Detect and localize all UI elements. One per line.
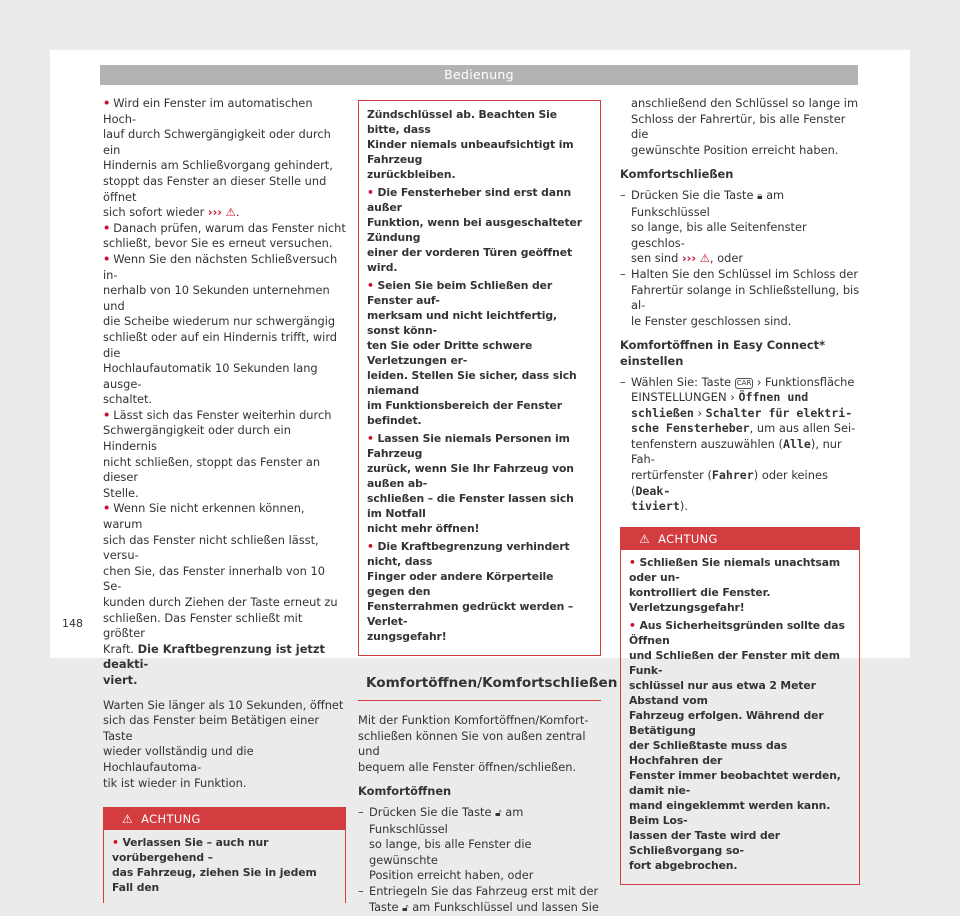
bullet-icon: • [629, 555, 636, 569]
list-item: • Lässt sich das Fenster weiterhin durch Schwergängigkeit oder durch ein Hindernis nicht schließen, stoppt das Fenster an dieser Stelle. [103, 407, 332, 500]
subheading: Komfortöffnen in Easy Connect* einstellen [620, 338, 826, 368]
page-number: 148 [62, 617, 83, 630]
column-3 [620, 96, 860, 885]
bullet-icon: • [367, 540, 374, 553]
subheading: Komfortschließen [620, 167, 734, 182]
lock-icon: 🔓︎ [495, 807, 502, 819]
bullet-icon: • [103, 407, 111, 422]
list-item: • Aus Sicherheitsgründen sollte das Öffnen und Schließen der Fenster mit dem Funk- schlüssel nur aus etwa 2 Meter Abstand vom Fahrzeug erfolgen. Während der Betätigung der Schließtaste muss das Hochfahren der Fenster immer beobachtet werden, damit nie- mand eingeklemmt werden kann. Beim Los- lassen der Taste wird der Schließvorgang so- fort abgebrochen. [629, 618, 845, 872]
paragraph: Mit der Funktion Komfortöffnen/Komfort- schließen können Sie von außen zentral und bequem alle Fenster öffnen/schließen. [358, 713, 589, 774]
list-item: – Entriegeln Sie das Fahrzeug erst mit der Taste 🔓︎ am Funkschlüssel und lassen Sie [358, 884, 601, 916]
list-item: • Danach prüfen, warum das Fenster nicht schließt, bevor Sie es erneut versuchen. [103, 220, 346, 251]
bullet-icon: • [103, 220, 111, 235]
warning-triangle-icon: ⚠ [225, 205, 236, 220]
list-item: – Drücken Sie die Taste 🔒︎ am Funkschlüssel so lange, bis alle Seitenfenster geschlos- sen sind ››› ⚠, oder [620, 187, 807, 266]
section-header: Bedienung [100, 65, 858, 85]
warning-box [620, 527, 860, 885]
list-item: • Schließen Sie niemals unachtsam oder un- kontrolliert die Fenster. Verletzungsgefahr! [629, 555, 841, 614]
warning-triangle-icon: ⚠ [122, 812, 134, 827]
list-item: • Die Kraftbegrenzung verhindert nicht, dass Finger oder andere Körperteile gegen den Fensterrahmen gedrückt werden – Verlet- zungsgefahr! [367, 540, 574, 643]
column-1 [103, 96, 346, 903]
bullet-icon: • [103, 251, 111, 266]
bullet-icon: • [367, 432, 374, 445]
lock-icon: 🔓︎ [402, 902, 409, 914]
list-item: Zündschlüssel ab. Beachten Sie bitte, dass Kinder niemals unbeaufsichtigt im Fahrzeug zurückbleiben. [367, 108, 574, 181]
warning-box: ⚠ ACHTUNG • Verlassen Sie – auch nur vorübergehend – das Fahrzeug, ziehen Sie in jedem Fall den [103, 807, 346, 903]
list-item: • Lassen Sie niemals Personen im Fahrzeug zurück, wenn Sie Ihr Fahrzeug von außen ab- schließen – die Fenster lassen sich im Notfall nicht mehr öffnen! [367, 432, 574, 535]
list-item: • Wenn Sie nicht erkennen können, warum sich das Fenster nicht schließen lässt, versu- chen Sie, das Fenster innerhalb von 10 Se- kunden durch Ziehen der Taste erneut zu schließen. Das Fenster schließt mit größter Kraft. Die Kraftbegrenzung ist jetzt deakti- viert. [103, 501, 338, 687]
bullet-icon: • [103, 501, 111, 516]
warning-triangle-icon: ⚠ [699, 251, 710, 266]
car-key-icon: CAR [736, 378, 752, 387]
bullet-icon: • [103, 96, 111, 110]
column-2 [358, 100, 618, 916]
warning-header: ⚠ ACHTUNG [621, 528, 859, 550]
paragraph: anschließend den Schlüssel so lange im Schloss der Fahrertür, bis alle Fenster die gewünschte Position erreicht haben. [631, 96, 859, 157]
subheading: Komfortöffnen [358, 784, 452, 799]
list-item: • Die Fensterheber sind erst dann außer Funktion, wenn bei ausgeschalteter Zündung einer der vorderen Türen geöffnet wird. [367, 186, 582, 274]
bullet-icon: • [629, 618, 636, 632]
warning-header: ⚠ ACHTUNG [104, 808, 345, 830]
list-item: – Drücken Sie die Taste 🔓︎ am Funkschlüssel so lange, bis alle Fenster die gewünschte Position erreicht haben, oder [358, 804, 534, 883]
paragraph: Warten Sie länger als 10 Sekunden, öffnet sich das Fenster beim Betätigen einer Taste wieder vollständig und die Hochlaufautoma- tik ist wieder in Funktion. [103, 697, 344, 790]
list-item: • Wenn Sie den nächsten Schließversuch in- nerhalb von 10 Sekunden unternehmen und die Scheibe wiederum nur schwergängig schließt oder auf ein Hindernis trifft, wird die Hochlaufautomatik 10 Sekunden lang ausge- schaltet. [103, 251, 338, 407]
list-item: – Halten Sie den Schlüssel im Schloss der Fahrertür solange in Schließstellung, bis al- le Fenster geschlossen sind. [620, 266, 860, 328]
triple-chevron-icon[interactable]: ››› [681, 251, 697, 266]
warning-box-continued [358, 100, 601, 656]
warning-triangle-icon: ⚠ [639, 531, 651, 546]
list-item: – Wählen Sie: Taste CAR › Funktionsfläche EINSTELLUNGEN › Öffnen und schließen › Schalter für elektri- sche Fensterheber, um aus allen Sei- tenfenstern auszuwählen (Alle), nur Fah- rertürfenster (Fahrer) oder keines (Deak- tiviert). [620, 374, 856, 514]
list-item: • Wird ein Fenster im automatischen Hoch- lauf durch Schwergängigkeit oder durch ein Hindernis am Schließvorgang gehindert, stoppt das Fenster an dieser Stelle und öffnet sich sofort wieder ››› ⚠. [103, 96, 333, 220]
triple-chevron-icon[interactable]: ››› [207, 205, 222, 220]
section-title: Komfortöffnen/Komfortschließen [358, 676, 601, 701]
bullet-icon: • [112, 836, 119, 850]
bullet-icon: • [367, 279, 374, 292]
lock-icon: 🔒︎ [757, 190, 763, 202]
list-item: • Seien Sie beim Schließen der Fenster auf- merksam und nicht leichtfertig, sonst könn- ten Sie oder Dritte schwere Verletzungen er- leiden. Stellen Sie sicher, dass sich niemand im Funktionsbereich der Fenster befindet. [367, 279, 577, 427]
bullet-icon: • [367, 186, 374, 199]
